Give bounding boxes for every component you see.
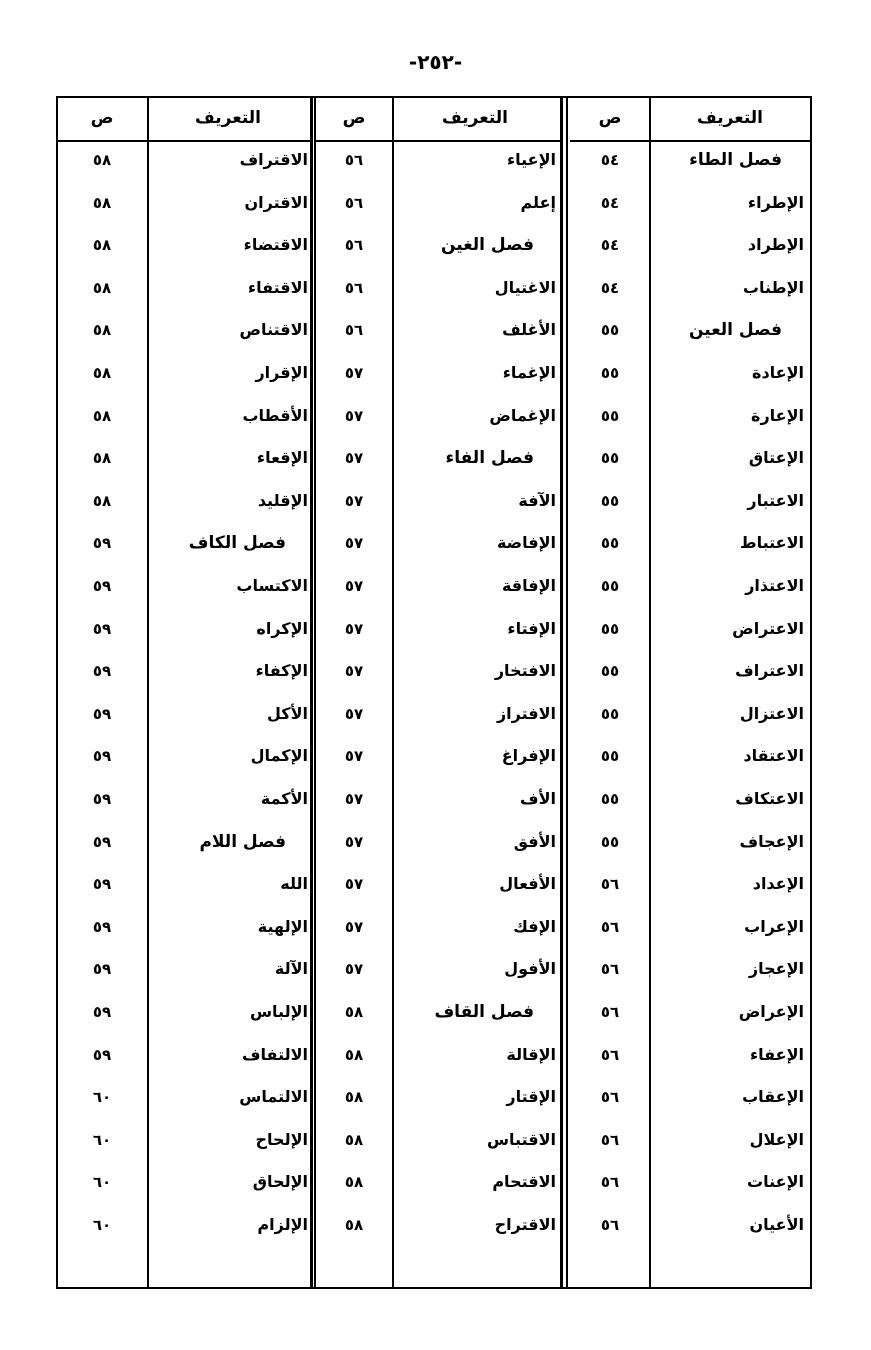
table-row [570,571,812,601]
section-heading: فصل الطاء [689,150,782,170]
table-row [316,1210,560,1240]
table-row [570,954,812,984]
term-cell: الإعنات [747,1172,804,1192]
index-column-2 [316,96,560,1289]
term-cell: الإكراه [256,618,308,638]
term-cell: الاقتناص [239,320,308,340]
table-row [570,273,812,303]
table-row [316,358,560,388]
table-row [56,1125,310,1155]
table-row [570,1210,812,1240]
page-cell: ٦٠ [92,1173,112,1192]
table-row [570,358,812,388]
term-cell: الأقطاب [242,405,308,425]
table-row [56,784,310,814]
panel-separator [314,96,316,1289]
index-column-1 [570,96,812,1289]
table-row [56,188,310,218]
term-cell: الافتخار [494,661,556,681]
column-header [56,96,310,142]
term-cell: الإعياء [506,150,556,169]
page-cell: ٥٩ [92,875,112,894]
page-cell: ٥٨ [344,1130,364,1149]
term-cell: الإعراب [744,916,804,936]
table-row [570,784,812,814]
page-cell: ٥٥ [600,321,620,340]
page-cell: ٥٧ [344,619,364,638]
page-cell: ٥٧ [344,704,364,723]
term-cell: الالتماس [239,1087,308,1107]
term-cell: الاعتزال [739,703,804,723]
term-cell: الإطراء [747,192,804,212]
table-row [570,528,812,558]
table-row [316,741,560,771]
page-cell: ٥٦ [600,1130,620,1149]
page-cell: ٥٨ [92,193,112,212]
table-row [570,997,812,1027]
page-cell: ٥٨ [92,449,112,468]
page-number: -٢٥٢- [408,50,463,74]
table-row [316,954,560,984]
table-row [56,1210,310,1240]
table-row [316,869,560,899]
page-cell: ٥٧ [344,662,364,681]
term-cell: الإلحاق [252,1172,308,1192]
table-row [316,486,560,516]
section-heading: فصل العين [688,320,782,341]
page-cell: ٥٩ [92,662,112,681]
column-header [316,96,560,142]
page-cell: ٥٩ [92,960,112,979]
page-cell: ٦٠ [92,1130,112,1149]
table-row [316,827,560,857]
term-cell: الأف [520,789,556,808]
page-cell: ٥٦ [344,236,364,255]
table-row [316,1167,560,1197]
section-heading: فصل اللام [199,831,286,852]
term-cell: الاعتقاد [743,746,804,766]
table-row [570,827,812,857]
page-cell: ٥٥ [600,534,620,553]
page-cell: ٥٩ [92,790,112,808]
table-row [316,188,560,218]
page-cell: ٥٨ [92,321,112,340]
table-row [316,699,560,729]
section-heading: فصل الفاء [445,448,534,469]
column-header [570,96,812,142]
page-cell: ٥٧ [344,875,364,894]
page-cell: ٥٧ [344,577,364,595]
table-row [570,443,812,473]
term-cell: الإفتاء [507,618,556,638]
table-row [316,614,560,644]
term-cell: الإكفاء [255,661,308,681]
page-header: ص [342,108,366,128]
page-cell: ٥٥ [600,704,620,723]
page-cell: ٥٥ [600,832,620,851]
page-cell: ٥٥ [600,747,620,766]
term-cell: الأكل [267,703,308,723]
page-cell: ٥٨ [344,1216,364,1234]
term-cell: الاعتبار [747,490,804,510]
term-cell: الإعادة [752,363,804,382]
page-cell: ٥٦ [600,1216,620,1234]
page-cell: ٥٨ [344,1045,364,1064]
term-cell: الإقعاء [256,448,308,468]
page-cell: ٥٥ [600,662,620,681]
page-cell: ٥٩ [92,832,112,851]
term-cell: الاعتكاف [735,789,804,808]
term-cell: الإفاضة [496,533,556,553]
page-cell: ٥٩ [92,534,112,553]
table-row [56,230,310,260]
page-cell: ٥٨ [92,364,112,382]
table-row [570,656,812,686]
page-cell: ٥٧ [344,917,364,936]
term-cell: الأكمة [260,789,308,808]
page-cell: ٥٦ [344,278,364,297]
page-cell: ٥٥ [600,577,620,595]
term-cell: الإقرار [255,363,308,382]
table-row [316,1082,560,1112]
term-cell: الاقتحام [492,1172,556,1192]
table-row [56,145,310,175]
page-cell: ٥٤ [600,236,620,255]
table-row [570,1082,812,1112]
term-header: التعريف [442,108,508,128]
term-cell: الإلهية [257,916,308,936]
table-row [56,486,310,516]
table-row [316,912,560,942]
table-row [570,912,812,942]
table-row [316,656,560,686]
page-cell: ٥٧ [344,790,364,808]
table-row [570,1125,812,1155]
page-cell: ٥٨ [92,491,112,510]
page-cell: ٥٦ [600,917,620,936]
page-cell: ٥٨ [92,278,112,297]
page-cell: ٦٠ [92,1088,112,1107]
table-row [316,997,560,1027]
page-cell: ٥٦ [600,960,620,979]
table-row [316,145,560,175]
section-heading: فصل القاف [434,1002,534,1022]
page-cell: ٥٩ [92,1003,112,1021]
term-cell: الاغتيال [494,277,556,297]
page-cell: ٥٩ [92,917,112,936]
table-row [570,1040,812,1070]
page-cell: ٥٥ [600,449,620,468]
page-cell: ٥٧ [344,832,364,851]
page-cell: ٥٥ [600,491,620,510]
panel-separator [566,96,568,1289]
table-row [56,741,310,771]
page-cell: ٥٦ [600,875,620,894]
term-cell: الإطناب [742,277,804,297]
term-cell: الإعلال [749,1129,804,1149]
term-cell: الإلباس [249,1002,308,1021]
table-row [316,443,560,473]
term-cell: الإعفاء [749,1044,804,1064]
table-row [56,273,310,303]
page-cell: ٥٨ [344,1088,364,1107]
term-cell: الآلة [274,959,308,979]
term-cell: الأفول [504,959,556,979]
term-cell: الإكمال [250,746,308,766]
table-row [316,230,560,260]
page-cell: ٥٥ [600,790,620,808]
term-cell: الإقليد [257,490,308,510]
table-row [56,997,310,1027]
page-cell: ٥٨ [344,1173,364,1192]
table-row [56,528,310,558]
table-row [316,784,560,814]
term-cell: الإطراد [747,235,804,255]
page-cell: ٥٥ [600,406,620,425]
term-cell: الإفاقة [501,576,556,595]
term-cell: الأعيان [749,1215,804,1234]
term-cell: الافتراز [496,703,556,723]
term-header: التعريف [697,108,763,128]
term-cell: الإعتاق [748,448,804,468]
term-cell: الاعتراض [732,618,804,638]
section-heading: فصل الغين [440,235,534,256]
page-cell: ٥٧ [344,747,364,766]
table-row [570,230,812,260]
term-cell: الإعقاب [742,1087,804,1107]
term-cell: الاعتذار [745,576,804,595]
page-cell: ٥٤ [600,151,620,169]
term-cell: الإعارة [751,405,804,425]
page-cell: ٥٩ [92,747,112,766]
table-row [316,1125,560,1155]
table-row [56,1167,310,1197]
term-cell: الاعتباط [739,533,804,553]
term-cell: الإعراض [738,1002,804,1021]
table-row [56,912,310,942]
section-heading: فصل الكاف [188,533,286,554]
table-row [56,656,310,686]
term-cell: الإلحاح [255,1129,308,1149]
table-row [56,614,310,644]
page-cell: ٥٦ [600,1003,620,1021]
page-cell: ٥٨ [92,406,112,425]
term-cell: الاقتباس [486,1129,556,1149]
page-cell: ٦٠ [92,1216,112,1234]
term-cell: الإقالة [506,1044,556,1064]
panel-separator [560,96,563,1289]
term-cell: الإغماء [502,363,556,382]
term-cell: الإفك [513,916,556,936]
term-cell: الآفة [518,490,556,510]
term-cell: الأغلف [502,320,556,340]
table-row [570,315,812,345]
page-cell: ٥٧ [344,406,364,425]
page-cell: ٥٦ [344,321,364,340]
page-cell: ٥٩ [92,704,112,723]
term-cell: الإعداد [752,874,804,894]
term-cell: الاقتفاء [247,277,308,297]
term-header: التعريف [195,108,261,128]
term-cell: الإعجاف [739,831,804,851]
term-cell: الالتفاف [241,1044,308,1064]
page-cell: ٥٤ [600,193,620,212]
page-cell: ٥٧ [344,491,364,510]
term-cell: الاعتراف [735,661,804,681]
table-row [316,528,560,558]
table-row [570,145,812,175]
table-row [56,827,310,857]
table-row [316,401,560,431]
page-cell: ٥٦ [600,1045,620,1064]
page-cell: ٥٥ [600,619,620,638]
term-cell: الله [280,874,308,894]
page-cell: ٥٩ [92,619,112,638]
term-cell: إعلم [520,192,556,212]
page-cell: ٥٨ [344,1003,364,1021]
term-cell: الإلزام [257,1215,308,1234]
table-row [56,315,310,345]
table-row [56,401,310,431]
page-cell: ٥٦ [344,193,364,212]
table-row [56,358,310,388]
page-cell: ٥٥ [600,364,620,382]
page-header: ص [90,108,114,128]
term-cell: الاقتضاء [243,235,308,255]
table-row [570,869,812,899]
table-row [570,401,812,431]
table-row [56,443,310,473]
term-cell: الأفق [513,831,556,851]
term-cell: الإفراغ [501,746,556,766]
page-cell: ٥٤ [600,278,620,297]
page-header: ص [598,108,622,128]
table-row [316,571,560,601]
term-cell: الإغماض [489,405,556,425]
term-cell: الأفعال [499,874,556,894]
table-row [570,188,812,218]
table-row [56,954,310,984]
page-cell: ٥٦ [600,1088,620,1107]
table-row [56,1082,310,1112]
table-row [316,273,560,303]
table-row [570,699,812,729]
page-cell: ٥٧ [344,364,364,382]
table-row [316,1040,560,1070]
page-cell: ٥٦ [344,151,364,169]
table-row [56,869,310,899]
page-cell: ٥٩ [92,1045,112,1064]
page-cell: ٥٨ [92,236,112,255]
table-row [316,315,560,345]
table-row [570,741,812,771]
page-cell: ٥٦ [600,1173,620,1192]
term-cell: الإقتار [506,1087,556,1107]
page-cell: ٥٧ [344,960,364,979]
table-row [56,699,310,729]
table-row [570,614,812,644]
table-row [56,1040,310,1070]
table-row [570,1167,812,1197]
index-column-3 [56,96,310,1289]
term-cell: الاقتراح [494,1215,556,1234]
table-row [56,571,310,601]
page-cell: ٥٨ [92,151,112,169]
panel-separator [310,96,313,1289]
page-cell: ٥٧ [344,449,364,468]
page-cell: ٥٩ [92,577,112,595]
table-row [570,486,812,516]
term-cell: الاقتراف [239,150,308,169]
term-cell: الاكتساب [236,576,308,595]
page-cell: ٥٧ [344,534,364,553]
term-cell: الإعجاز [748,959,804,979]
term-cell: الاقتران [244,192,308,212]
